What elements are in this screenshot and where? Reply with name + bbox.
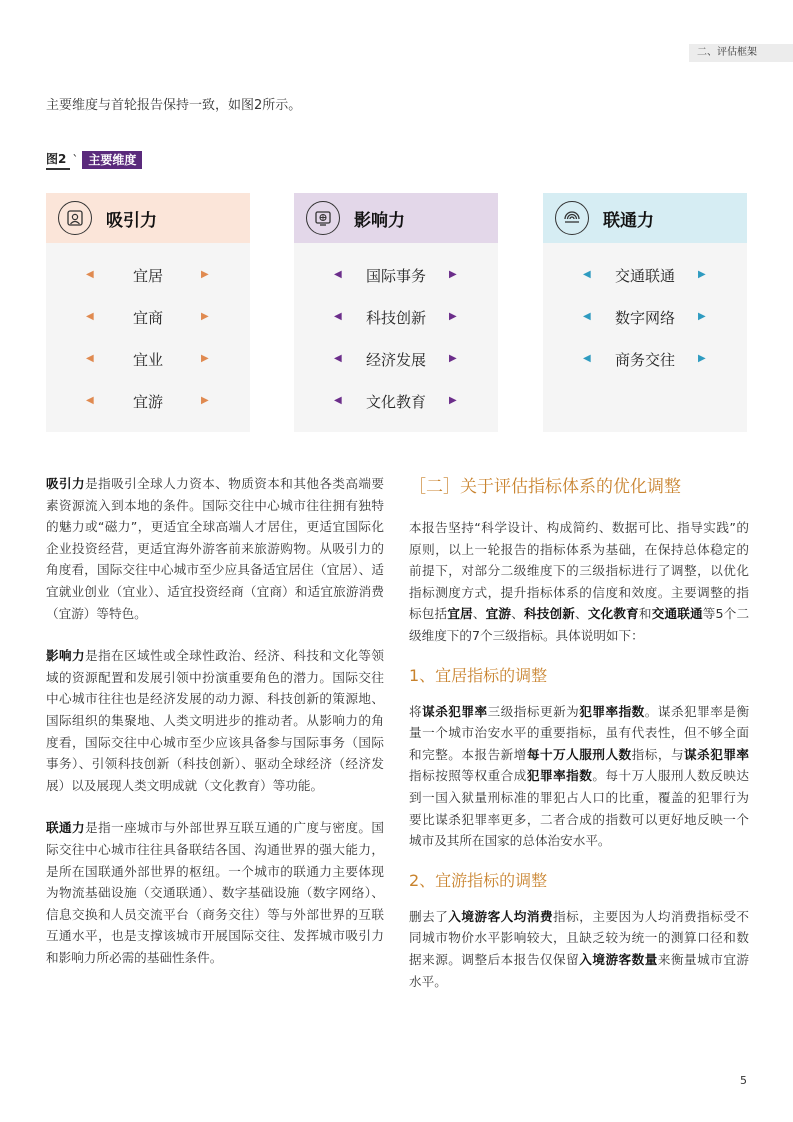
- paragraph-attraction: 吸引力是指吸引全球人力资本、物质资本和其他各类高端要素资源流入到本地的条件。国际交往中心城市往往拥有独特的魅力或“磁力”，更适宜全球高端人才居住，更适宜国际化企业投资经营，更适宜海外游客前来旅游购物。从吸引力的角度看，国际交往中心城市至少应具备适宜居住（宜居）、适宜就业创业（宜业）、适宜投资经商（宜商）和适宜旅游消费（宜游）等特色。: [46, 476, 385, 621]
- list-item: ◀ 宜商 ▶: [86, 309, 209, 327]
- card-connectivity: [543, 193, 747, 432]
- list-item: ◀ 国际事务 ▶: [334, 267, 457, 285]
- paragraph-tourism: 删去了入境游客人均消费指标，主要因为人均消费指标受不同城市物价水平影响较大，且缺乏较为统一的测算口径和数据来源。调整后本报告仅保留入境游客数量来衡量城市宜游水平。: [409, 908, 750, 989]
- list-item: ◀ 交通联通 ▶: [583, 267, 706, 285]
- figure-tick: `: [72, 153, 79, 167]
- list-item: ◀ 数字网络 ▶: [583, 309, 706, 327]
- intro-text: 主要维度与首轮报告保持一致，如图2所示。: [46, 98, 302, 113]
- figure-number: 图2: [46, 150, 70, 170]
- arrow-right-icon: ▶: [449, 395, 457, 406]
- arrow-right-icon: ▶: [201, 269, 209, 280]
- list-item: ◀ 宜业 ▶: [86, 351, 209, 369]
- card-influence-title: 影响力: [354, 210, 405, 231]
- list-item: ◀ 商务交往 ▶: [583, 351, 706, 369]
- arrow-left-icon: ◀: [334, 311, 342, 322]
- arrow-right-icon: ▶: [698, 353, 706, 364]
- paragraph-overview: 本报告坚持“科学设计、构成简约、数据可比、指导实践”的原则，以上一轮报告的指标体系为基础，在保持总体稳定的前提下，对部分二级维度下的三级指标进行了调整，以优化指标测度方式，提升指标体系的信度和效度。主要调整的指标包括宜居、宜游、科技创新、文化教育和交通联通等5个二级维度下的7个三级指标。具体说明如下：: [409, 520, 750, 643]
- card-attraction-title: 吸引力: [106, 210, 157, 231]
- list-item: ◀ 科技创新 ▶: [334, 309, 457, 327]
- arrow-left-icon: ◀: [86, 353, 94, 364]
- paragraph-livability: 将谋杀犯罪率三级指标更新为犯罪率指数。谋杀犯罪率是衡量一个城市治安水平的重要指标，虽有代表性，但不够全面和完整。本报告新增每十万人服刑人数指标，与谋杀犯罪率指标按照等权重合成犯罪率指数。每十万人服刑人数反映达到一国入狱量刑标准的罪犯占人口的比重，覆盖的犯罪行为要比谋杀犯罪率更多，二者合成的指数可以更好地反映一个城市及其所在国家的总体治安水平。: [409, 703, 750, 849]
- arrow-left-icon: ◀: [334, 269, 342, 280]
- card-attraction-header: [46, 193, 250, 243]
- arrow-right-icon: ▶: [201, 311, 209, 322]
- arrow-left-icon: ◀: [86, 395, 94, 406]
- subheading-livability: 1、宜居指标的调整: [409, 665, 548, 685]
- figure-title: 主要维度: [82, 151, 142, 169]
- arrow-right-icon: ▶: [449, 269, 457, 280]
- figure-label: [46, 150, 142, 170]
- right-column: [409, 473, 749, 992]
- list-item: ◀ 文化教育 ▶: [334, 393, 457, 411]
- arrow-left-icon: ◀: [583, 269, 591, 280]
- card-connectivity-title: 联通力: [603, 210, 654, 231]
- list-item: ◀ 经济发展 ▶: [334, 351, 457, 369]
- arrow-left-icon: ◀: [86, 311, 94, 322]
- section-heading: ［二］关于评估指标体系的优化调整: [409, 477, 681, 497]
- section-tag: 二、评估框架: [689, 44, 793, 62]
- paragraph-connectivity: 联通力是指一座城市与外部世界互联互通的广度与密度。国际交往中心城市往往具备联结各国、沟通世界的强大能力，是所在国联通外部世界的枢纽。一个城市的联通力主要体现为物流基础设施（交通联通）、数字基础设施（数字网络）、信息交换和人员交流平台（商务交往）等与外部世界的互联互通水平，也是支撑该城市开展国际交往、发挥城市吸引力和影响力所必需的基础性条件。: [46, 820, 385, 965]
- portrait-frame-icon: [58, 201, 92, 235]
- arrow-left-icon: ◀: [334, 395, 342, 406]
- arrow-left-icon: ◀: [334, 353, 342, 364]
- arrow-right-icon: ▶: [449, 353, 457, 364]
- card-connectivity-header: [543, 193, 747, 243]
- card-influence-header: [294, 193, 498, 243]
- list-item: ◀ 宜居 ▶: [86, 267, 209, 285]
- arrow-right-icon: ▶: [201, 395, 209, 406]
- arrow-left-icon: ◀: [86, 269, 94, 280]
- subheading-tourism: 2、宜游指标的调整: [409, 870, 548, 890]
- list-item: ◀ 宜游 ▶: [86, 393, 209, 411]
- card-influence: [294, 193, 498, 432]
- paragraph-influence: 影响力是指在区域性或全球性政治、经济、科技和文化等领域的资源配置和发展引领中扮演重要角色的潜力。国际交往中心城市往往也是经济发展的动力源、科技创新的策源地、国际组织的集聚地、人类文明进步的推动者。从影响力的角度看，国际交往中心城市至少应该具备参与国际事务（国际事务）、引领科技创新（科技创新）、驱动全球经济（经济发展）以及展现人类文明成就（文化教育）等功能。: [46, 648, 385, 793]
- arrow-right-icon: ▶: [449, 311, 457, 322]
- arrow-right-icon: ▶: [201, 353, 209, 364]
- left-column: [46, 473, 384, 989]
- arrow-left-icon: ◀: [583, 311, 591, 322]
- page-number: 5: [740, 1074, 747, 1087]
- signal-wave-icon: [555, 201, 589, 235]
- arrow-left-icon: ◀: [583, 353, 591, 364]
- arrow-right-icon: ▶: [698, 269, 706, 280]
- arrow-right-icon: ▶: [698, 311, 706, 322]
- globe-tablet-icon: [306, 201, 340, 235]
- card-attraction: [46, 193, 250, 432]
